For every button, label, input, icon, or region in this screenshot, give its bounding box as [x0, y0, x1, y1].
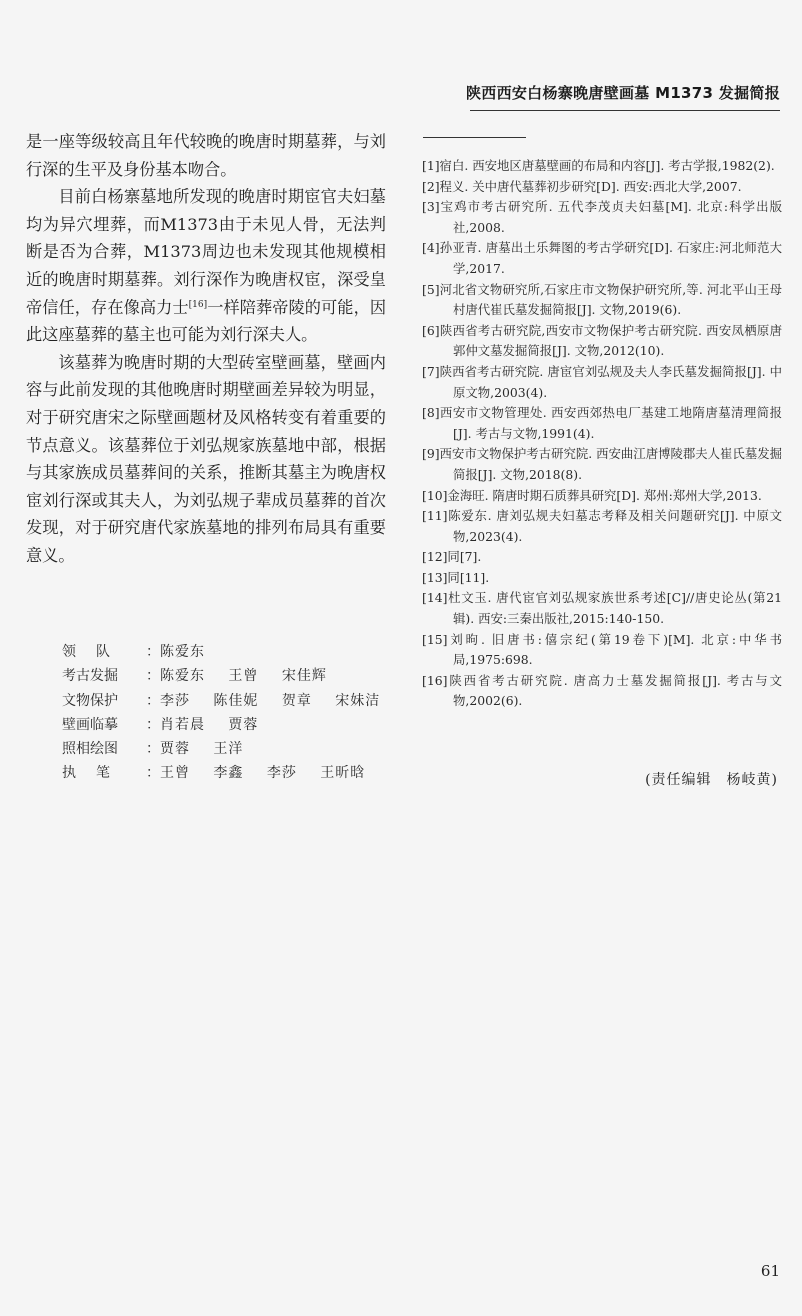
reference-item: [3]宝鸡市考古研究所. 五代李茂贞夫妇墓[M]. 北京:科学出版社,2008.	[422, 199, 782, 235]
credit-row-conservation	[62, 689, 402, 713]
reference-item: [8]西安市文物管理处. 西安西郊热电厂基建工地隋唐墓清理简报[J]. 考古与文物,1991(4).	[422, 405, 782, 441]
credit-role: 壁画临摹	[62, 716, 118, 733]
reference-item: [9]西安市文物保护考古研究院. 西安曲江唐博陵郡夫人崔氏墓发掘简报[J]. 文物,2018(8).	[422, 446, 782, 482]
credit-role: 考古发掘	[62, 668, 118, 685]
credit-names: 陈爱东	[160, 644, 205, 660]
credit-colon: ：	[146, 668, 160, 685]
credit-row-excavation	[62, 664, 402, 688]
credit-role: 文物保护	[62, 692, 118, 709]
references-rule	[423, 137, 526, 138]
running-header-title: 陕西西安白杨寨晚唐壁画墓 M1373 发掘简报	[465, 84, 780, 102]
reference-item: [10]金海旺. 隋唐时期石质葬具研究[D]. 郑州:郑州大学,2013.	[422, 487, 762, 503]
reference-item: [15]刘昫. 旧唐书:僖宗纪(第19卷下)[M]. 北京:中华书局,1975:698.	[422, 631, 782, 668]
credit-row-writing	[62, 761, 402, 785]
reference-item: [1]宿白. 西安地区唐墓壁画的布局和内容[J]. 考古学报,1982(2).	[422, 158, 775, 173]
reference-item: [7]陕西省考古研究院. 唐宦官刘弘规及夫人李氏墓发掘简报[J]. 中原文物,2003(4).	[422, 363, 782, 400]
reference-item: [14]杜文玉. 唐代宦官刘弘规家族世系考述[C]//唐史论丛(第21辑). 西安:三秦出版社,2015:140-150.	[422, 590, 782, 627]
credit-colon: ：	[146, 644, 160, 660]
credit-colon: ：	[146, 692, 160, 709]
credit-row-leader	[62, 640, 402, 664]
credits-block	[62, 640, 402, 786]
responsible-editor: (责任编辑 杨岐黄)	[645, 772, 778, 788]
credit-names: 贾蓉 王洋	[160, 741, 244, 758]
credit-colon: ：	[146, 741, 160, 758]
reference-item: [11]陈爱东. 唐刘弘规夫妇墓志考释及相关问题研究[J]. 中原文物,2023(4).	[422, 508, 782, 544]
body-paragraph-2-part-1: 目前白杨寨墓地所发现的晚唐时期宦官夫妇墓均为异穴埋葬，而M1373由于未见人骨，无法判断是否为合葬，M1373周边也未发现其他规模相近的晚唐时期墓葬。刘行深作为晚唐权宦，深受皇帝信任，存在像高力士	[26, 187, 386, 317]
credit-colon: ：	[146, 716, 160, 733]
credit-names: 肖若晨 贾蓉	[160, 716, 259, 733]
credit-row-photo-drawing	[62, 737, 402, 761]
page-number: 61	[760, 1262, 780, 1280]
body-paragraph-1: 是一座等级较高且年代较晚的晚唐时期墓葬，与刘行深的生平及身份基本吻合。	[26, 132, 386, 179]
body-paragraph-2-part-2: 一样陪葬帝陵的可能，因此这座墓葬的墓主也可能为刘行深夫人。	[26, 297, 387, 345]
credit-role: 照相绘图	[62, 741, 118, 758]
reference-item: [13]同[11].	[422, 569, 490, 585]
credit-row-mural-copying	[62, 713, 402, 737]
credit-names: 陈爱东 王曾 宋佳辉	[160, 668, 327, 685]
body-paragraph-3: 该墓葬为晚唐时期的大型砖室壁画墓，壁画内容与此前发现的其他晚唐时期壁画差异较为明显，对于研究唐宋之际壁画题材及风格转变有着重要的节点意义。该墓葬位于刘弘规家族墓地中部，根据与其家族成员墓葬间的关系，推断其墓主为晚唐权宦刘行深或其夫人，为刘弘规子辈成员墓葬的首次发现，对于研究唐代家族墓地的排列布局具有重要意义。	[26, 352, 386, 565]
credit-names: 王曾 李鑫 李莎 王昕晗	[160, 765, 366, 782]
credit-colon: ：	[146, 765, 160, 782]
reference-item: [2]程义. 关中唐代墓葬初步研究[D]. 西安:西北大学,2007.	[422, 178, 742, 194]
reference-item: [6]陕西省考古研究院,西安市文物保护考古研究院. 西安凤栖原唐郭仲文墓发掘简报[J]. 文物,2012(10).	[422, 322, 782, 359]
references-list	[422, 156, 782, 712]
credit-role: 执笔	[62, 765, 130, 782]
reference-item: [4]孙亚青. 唐墓出土乐舞图的考古学研究[D]. 石家庄:河北师范大学,2017.	[422, 240, 782, 276]
header-rule	[470, 110, 780, 111]
article-body	[26, 128, 386, 570]
credit-names: 李莎 陈佳妮 贺章 宋妹洁	[160, 692, 381, 709]
reference-item: [5]河北省文物研究所,石家庄市文物保护研究所,等. 河北平山王母村唐代崔氏墓发掘简报[J]. 文物,2019(6).	[422, 281, 782, 318]
reference-item: [12]同[7].	[422, 549, 482, 565]
body-paragraph-2	[26, 183, 386, 349]
reference-item: [16]陕西省考古研究院. 唐高力士墓发掘简报[J]. 考古与文物,2002(6).	[422, 672, 782, 709]
credit-role: 领队	[62, 644, 130, 660]
citation-16[interactable]: [16]	[188, 299, 208, 310]
